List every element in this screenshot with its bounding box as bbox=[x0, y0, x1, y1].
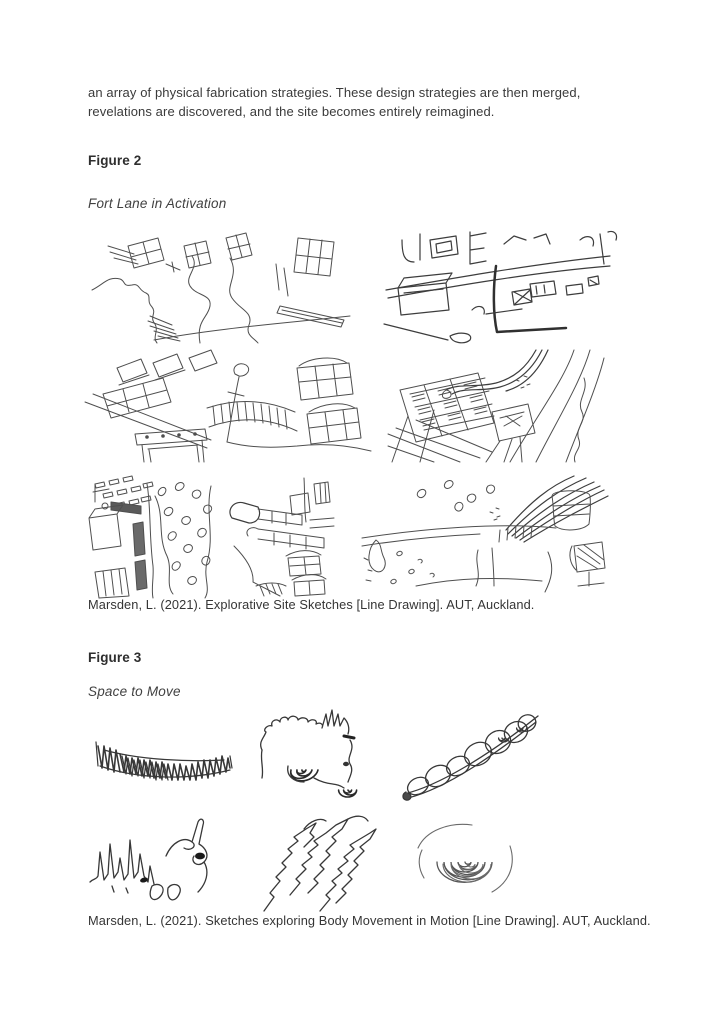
figure3-label: Figure 3 bbox=[88, 650, 142, 665]
figure2-sketch-wall-fronds-drum bbox=[360, 474, 615, 600]
figure2-sketch-brick-wall-foliage bbox=[85, 476, 219, 600]
figure2-sketch-balustrade-bay-windows bbox=[85, 350, 375, 464]
figure2-sketch-street-facade bbox=[384, 226, 616, 348]
figure3-sketch-spiral-whirl bbox=[406, 820, 526, 907]
figure3-sketch-zigzag-ascent bbox=[260, 813, 384, 915]
body-paragraph: an array of physical fabrication strategies. These design strategies are then merged, revelations are discovered, and the site becomes entirely reimagined. bbox=[88, 85, 581, 119]
figure2-sketch-lane-perspective bbox=[88, 230, 356, 346]
figure2-caption: Fort Lane in Activation bbox=[88, 196, 227, 211]
figure2-sketch-pipes-scaffold bbox=[226, 478, 336, 598]
figure2-sketch-louvre-grid-cables bbox=[388, 350, 620, 464]
figure2-label: Figure 2 bbox=[88, 153, 142, 168]
figure3-credit: Marsden, L. (2021). Sketches exploring Body Movement in Motion [Line Drawing]. AUT, Auckland. bbox=[88, 913, 651, 928]
figure3-sketch-jagged-scribble bbox=[88, 816, 240, 908]
figure3-sketch-contour-vortices bbox=[256, 706, 378, 808]
figure3-caption: Space to Move bbox=[88, 684, 181, 699]
figure3-sketch-tumbling-loops bbox=[398, 708, 546, 802]
figure3-sketch-hatched-sweep bbox=[90, 716, 240, 800]
figure2-credit: Marsden, L. (2021). Explorative Site Sketches [Line Drawing]. AUT, Auckland. bbox=[88, 597, 535, 612]
